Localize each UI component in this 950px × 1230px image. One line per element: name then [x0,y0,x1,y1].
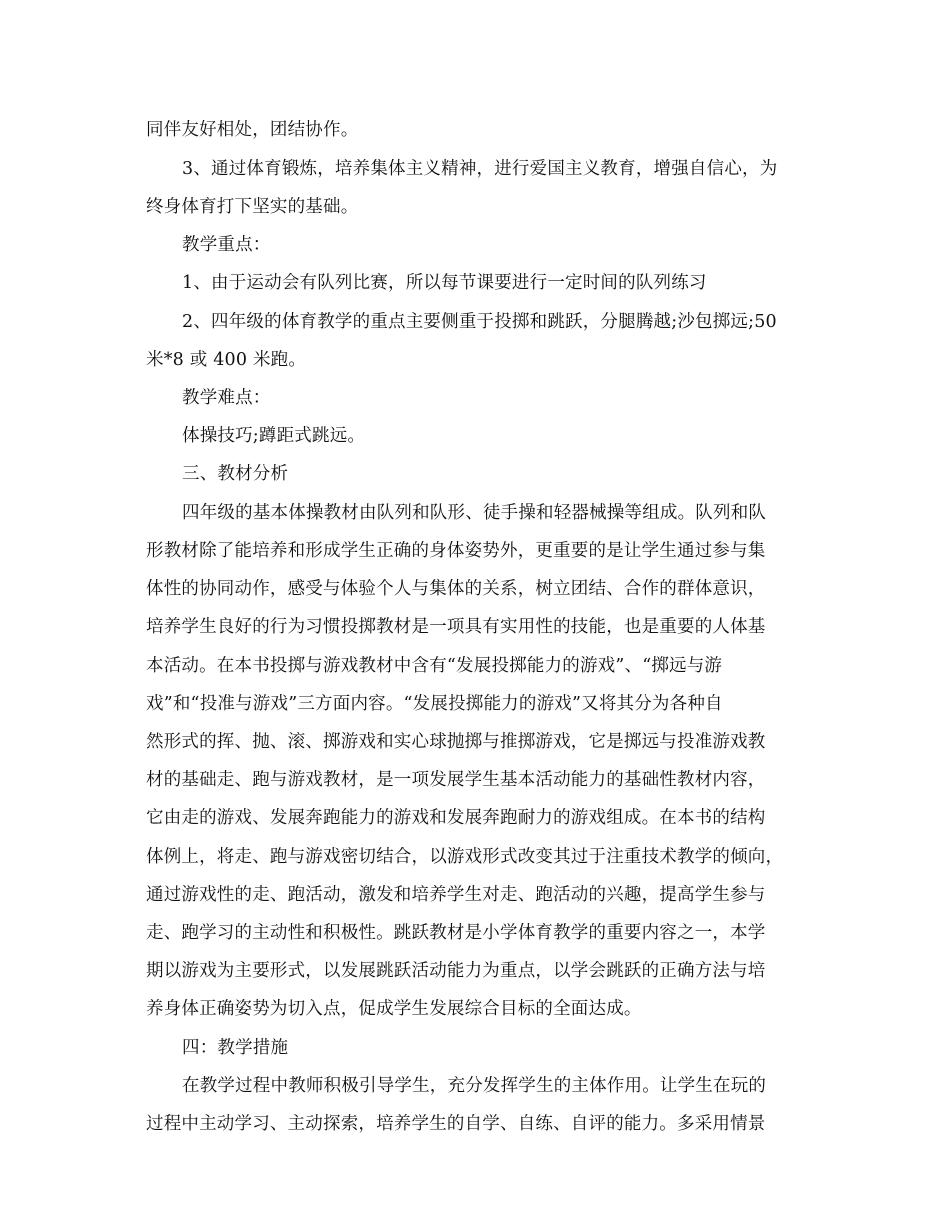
paragraph-line: 通过游戏性的走、跑活动，激发和培养学生对走、跑活动的兴趣，提高学生参与 [146,885,766,905]
paragraph-line: 然形式的挥、抛、滚、掷游戏和实心球抛掷与推掷游戏，它是掷远与投准游戏教 [146,732,766,752]
paragraph-line: 2、四年级的体育教学的重点主要侧重于投掷和跳跃，分腿腾越;沙包掷远;50 [182,312,777,332]
paragraph-line: 终身体育打下坚实的基础。 [146,197,359,217]
paragraph-line: 3、通过体育锻炼，培养集体主义精神，进行爱国主义教育，增强自信心，为 [182,159,778,179]
paragraph-line: 同伴友好相处，团结协作。 [146,120,359,140]
paragraph-line: 培养学生良好的行为习惯投掷教材是一项具有实用性的技能，也是重要的人体基 [146,617,766,637]
paragraph-line: 形教材除了能培养和形成学生正确的身体姿势外，更重要的是让学生通过参与集 [146,541,766,561]
section-heading: 教学难点： [182,388,271,408]
section-heading: 三、教材分析 [182,464,289,484]
paragraph-line: 米*8 或 400 米跑。 [146,350,307,370]
paragraph-line: 体例上，将走、跑与游戏密切结合，以游戏形式改变其过于注重技术教学的倾向， [146,847,784,867]
paragraph-line: 本活动。在本书投掷与游戏教材中含有“发展投掷能力的游戏”、“掷远与游 [146,656,723,676]
paragraph-line: 期以游戏为主要形式，以发展跳跃活动能力为重点，以学会跳跃的正确方法与培 [146,961,766,981]
paragraph-line: 材的基础走、跑与游戏教材，是一项发展学生基本活动能力的基础性教材内容， [146,770,766,790]
paragraph-line: 四年级的基本体操教材由队列和队形、徒手操和轻器械操等组成。队列和队 [182,503,767,523]
paragraph-line: 体操技巧;蹲距式跳远。 [182,426,366,446]
paragraph-line: 体性的协同动作，感受与体验个人与集体的关系，树立团结、合作的群体意识， [146,579,766,599]
paragraph-line: 在教学过程中教师积极引导学生，充分发挥学生的主体作用。让学生在玩的 [182,1076,767,1096]
section-heading: 四：教学措施 [182,1038,289,1058]
paragraph-line: 过程中主动学习、主动探索，培养学生的自学、自练、自评的能力。多采用情景 [146,1114,766,1134]
paragraph-line: 走、跑学习的主动性和积极性。跳跃教材是小学体育教学的重要内容之一，本学 [146,923,766,943]
paragraph-line: 它由走的游戏、发展奔跑能力的游戏和发展奔跑耐力的游戏组成。在本书的结构 [146,808,766,828]
section-heading: 教学重点： [182,235,271,255]
paragraph-line: 养身体正确姿势为切入点，促成学生发展综合目标的全面达成。 [146,999,642,1019]
paragraph-line: 戏”和“投准与游戏”三方面内容。“发展投掷能力的游戏”又将其分为各种自 [146,694,723,714]
paragraph-line: 1、由于运动会有队列比赛，所以每节课要进行一定时间的队列练习 [182,273,707,293]
